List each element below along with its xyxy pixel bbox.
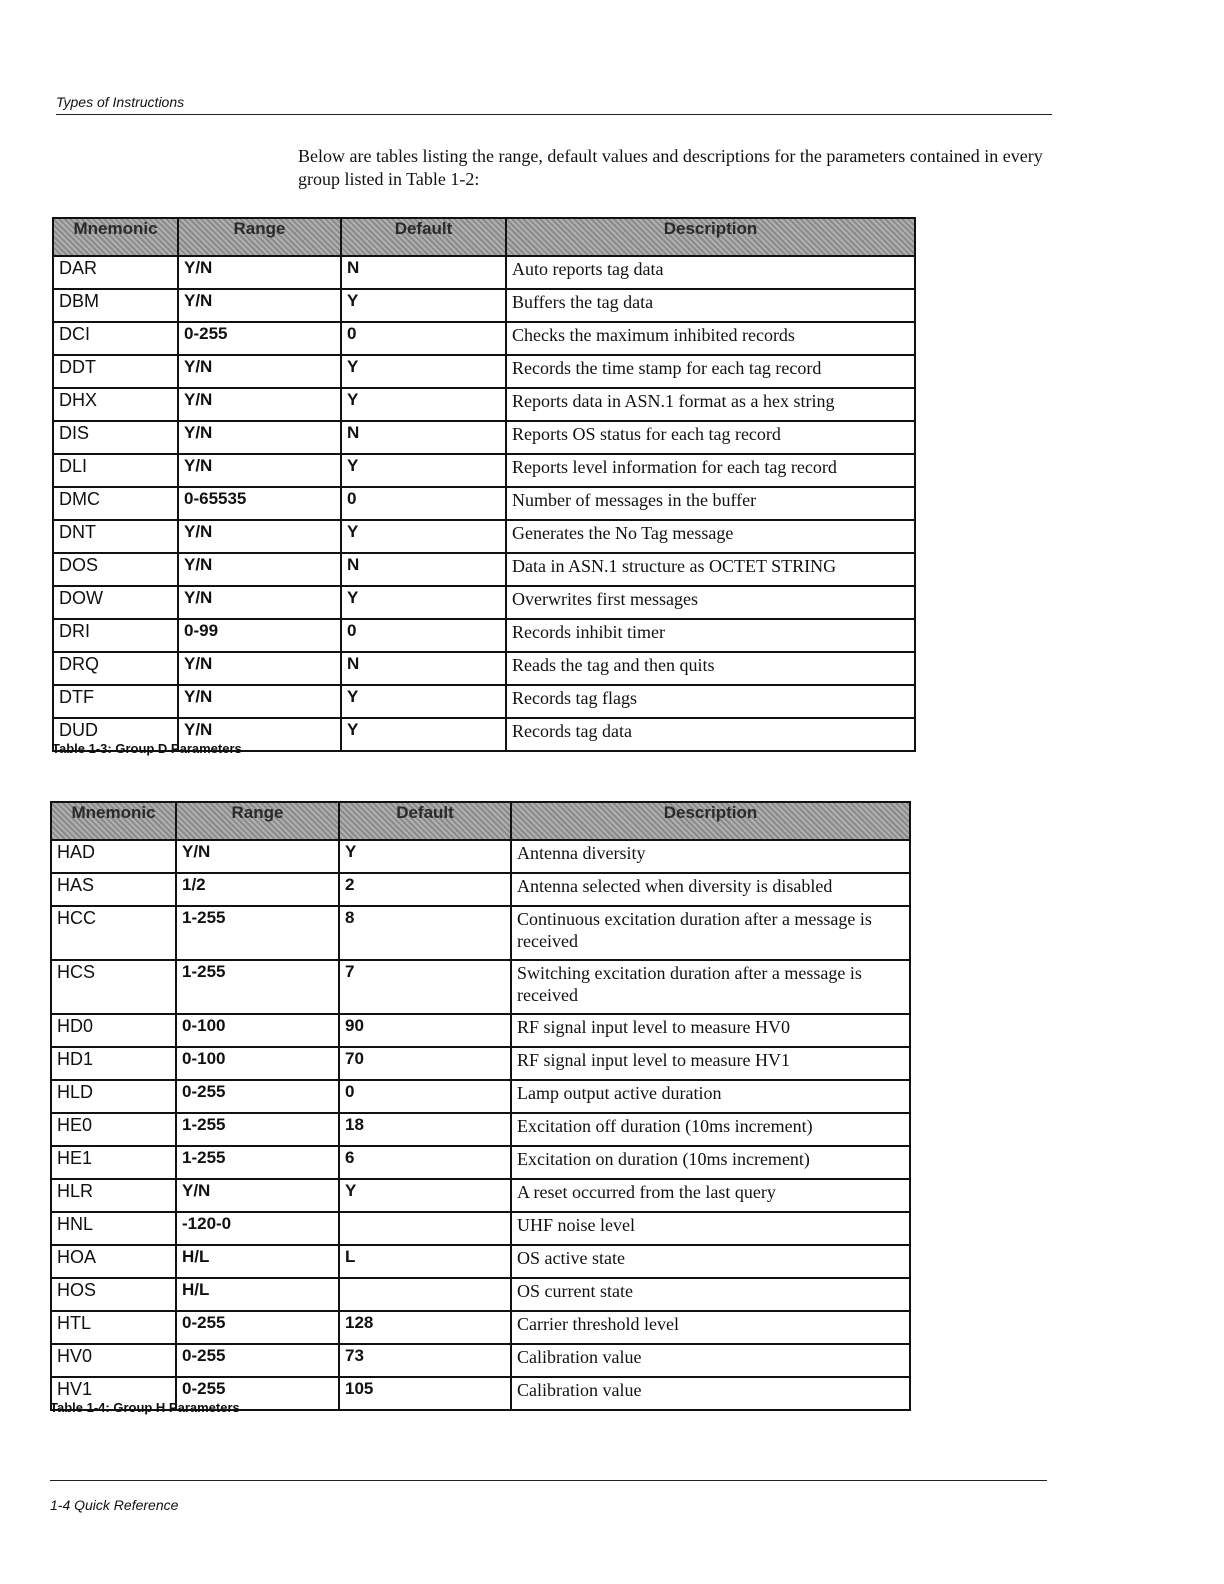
cell-default: 0 bbox=[339, 1080, 511, 1113]
column-header-mnemonic: Mnemonic bbox=[51, 802, 176, 840]
cell-default: 128 bbox=[339, 1311, 511, 1344]
cell-range: 1-255 bbox=[176, 1113, 339, 1146]
cell-range: 0-100 bbox=[176, 1047, 339, 1080]
cell-mnemonic: HD1 bbox=[51, 1047, 176, 1080]
table-row bbox=[53, 388, 915, 421]
table-row bbox=[51, 840, 910, 873]
cell-description: Checks the maximum inhibited records bbox=[506, 322, 915, 355]
cell-default: Y bbox=[341, 355, 506, 388]
cell-mnemonic: DOS bbox=[53, 553, 178, 586]
cell-description: RF signal input level to measure HV1 bbox=[511, 1047, 910, 1080]
table-row bbox=[51, 1344, 910, 1377]
table-row bbox=[53, 553, 915, 586]
cell-mnemonic: DOW bbox=[53, 586, 178, 619]
cell-description: Reports level information for each tag record bbox=[506, 454, 915, 487]
cell-description: Buffers the tag data bbox=[506, 289, 915, 322]
table-row bbox=[53, 520, 915, 553]
table-row bbox=[53, 685, 915, 718]
cell-description: Calibration value bbox=[511, 1377, 910, 1410]
cell-mnemonic: DLI bbox=[53, 454, 178, 487]
table-row bbox=[51, 873, 910, 906]
cell-range: Y/N bbox=[178, 388, 341, 421]
cell-description: Excitation off duration (10ms increment) bbox=[511, 1113, 910, 1146]
cell-range: 1/2 bbox=[176, 873, 339, 906]
table-row bbox=[53, 454, 915, 487]
cell-default bbox=[339, 1278, 511, 1311]
table-caption-group-d: Table 1-3: Group D Parameters bbox=[52, 741, 242, 756]
table-row bbox=[53, 289, 915, 322]
table-row bbox=[53, 322, 915, 355]
cell-default: Y bbox=[341, 718, 506, 751]
column-header-description: Description bbox=[506, 218, 915, 256]
cell-description: UHF noise level bbox=[511, 1212, 910, 1245]
cell-range: Y/N bbox=[178, 355, 341, 388]
cell-range: Y/N bbox=[176, 1179, 339, 1212]
cell-mnemonic: HV1 bbox=[51, 1377, 176, 1410]
column-header-description: Description bbox=[511, 802, 910, 840]
cell-mnemonic: HOA bbox=[51, 1245, 176, 1278]
cell-mnemonic: DDT bbox=[53, 355, 178, 388]
cell-description: Auto reports tag data bbox=[506, 256, 915, 289]
cell-range: Y/N bbox=[178, 685, 341, 718]
table-row bbox=[51, 1212, 910, 1245]
cell-description: OS current state bbox=[511, 1278, 910, 1311]
cell-range: Y/N bbox=[178, 718, 341, 751]
cell-description: OS active state bbox=[511, 1245, 910, 1278]
cell-description: Generates the No Tag message bbox=[506, 520, 915, 553]
cell-description: Records tag flags bbox=[506, 685, 915, 718]
table-row bbox=[51, 1047, 910, 1080]
cell-mnemonic: DHX bbox=[53, 388, 178, 421]
cell-default: Y bbox=[341, 685, 506, 718]
cell-mnemonic: HAS bbox=[51, 873, 176, 906]
cell-default: 73 bbox=[339, 1344, 511, 1377]
running-header bbox=[56, 94, 1052, 115]
cell-range: Y/N bbox=[178, 454, 341, 487]
table-header-row bbox=[51, 802, 910, 840]
table-row bbox=[53, 256, 915, 289]
column-header-default: Default bbox=[339, 802, 511, 840]
cell-mnemonic: HCS bbox=[51, 960, 176, 1014]
cell-description: RF signal input level to measure HV0 bbox=[511, 1014, 910, 1047]
cell-default bbox=[339, 1212, 511, 1245]
cell-range: Y/N bbox=[178, 256, 341, 289]
section-title: Types of Instructions bbox=[56, 94, 185, 110]
cell-range: 0-255 bbox=[176, 1344, 339, 1377]
cell-description: Lamp output active duration bbox=[511, 1080, 910, 1113]
table-row bbox=[51, 1146, 910, 1179]
cell-range: -120-0 bbox=[176, 1212, 339, 1245]
cell-description: Reports OS status for each tag record bbox=[506, 421, 915, 454]
cell-default: 90 bbox=[339, 1014, 511, 1047]
cell-range: Y/N bbox=[178, 520, 341, 553]
cell-mnemonic: DAR bbox=[53, 256, 178, 289]
table-row bbox=[53, 421, 915, 454]
cell-default: Y bbox=[339, 840, 511, 873]
table-row bbox=[51, 960, 910, 1014]
footer-rule bbox=[50, 1480, 1047, 1481]
cell-range: Y/N bbox=[176, 840, 339, 873]
group-d-table-body bbox=[53, 256, 915, 751]
table-row bbox=[53, 652, 915, 685]
cell-mnemonic: HCC bbox=[51, 906, 176, 960]
cell-default: 8 bbox=[339, 906, 511, 960]
cell-description: Switching excitation duration after a message is received bbox=[511, 960, 910, 1014]
cell-description: Continuous excitation duration after a message is received bbox=[511, 906, 910, 960]
cell-description: Reads the tag and then quits bbox=[506, 652, 915, 685]
column-header-default: Default bbox=[341, 218, 506, 256]
table-row bbox=[51, 1113, 910, 1146]
cell-mnemonic: DRI bbox=[53, 619, 178, 652]
cell-range: H/L bbox=[176, 1278, 339, 1311]
cell-default: Y bbox=[339, 1179, 511, 1212]
table-row bbox=[53, 355, 915, 388]
cell-mnemonic: HE1 bbox=[51, 1146, 176, 1179]
table-caption-group-h: Table 1-4: Group H Parameters bbox=[50, 1400, 240, 1415]
cell-mnemonic: HTL bbox=[51, 1311, 176, 1344]
cell-description: Carrier threshold level bbox=[511, 1311, 910, 1344]
group-h-table-body bbox=[51, 840, 910, 1410]
cell-mnemonic: HD0 bbox=[51, 1014, 176, 1047]
cell-default: N bbox=[341, 256, 506, 289]
column-header-range: Range bbox=[176, 802, 339, 840]
intro-paragraph: Below are tables listing the range, default values and descriptions for the parameters contained in every group listed in Table 1-2: bbox=[298, 146, 1043, 189]
cell-default: Y bbox=[341, 454, 506, 487]
cell-mnemonic: HLR bbox=[51, 1179, 176, 1212]
cell-range: 1-255 bbox=[176, 906, 339, 960]
cell-range: 0-99 bbox=[178, 619, 341, 652]
cell-description: Reports data in ASN.1 format as a hex string bbox=[506, 388, 915, 421]
cell-default: Y bbox=[341, 289, 506, 322]
cell-mnemonic: HAD bbox=[51, 840, 176, 873]
cell-mnemonic: DRQ bbox=[53, 652, 178, 685]
table-header-row bbox=[53, 218, 915, 256]
cell-default: N bbox=[341, 652, 506, 685]
cell-default: N bbox=[341, 553, 506, 586]
table-row bbox=[51, 1311, 910, 1344]
cell-range: 0-100 bbox=[176, 1014, 339, 1047]
cell-mnemonic: HNL bbox=[51, 1212, 176, 1245]
cell-mnemonic: HE0 bbox=[51, 1113, 176, 1146]
table-row bbox=[51, 1014, 910, 1047]
cell-default: Y bbox=[341, 586, 506, 619]
cell-mnemonic: HLD bbox=[51, 1080, 176, 1113]
cell-range: Y/N bbox=[178, 289, 341, 322]
cell-default: Y bbox=[341, 520, 506, 553]
cell-description: Antenna diversity bbox=[511, 840, 910, 873]
table-row bbox=[53, 487, 915, 520]
cell-description: Records inhibit timer bbox=[506, 619, 915, 652]
cell-range: Y/N bbox=[178, 652, 341, 685]
cell-mnemonic: DUD bbox=[53, 718, 178, 751]
table-row bbox=[53, 619, 915, 652]
column-header-range: Range bbox=[178, 218, 341, 256]
cell-default: N bbox=[341, 421, 506, 454]
column-header-mnemonic: Mnemonic bbox=[53, 218, 178, 256]
cell-mnemonic: DBM bbox=[53, 289, 178, 322]
table-row bbox=[51, 1080, 910, 1113]
cell-description: Number of messages in the buffer bbox=[506, 487, 915, 520]
cell-default: 2 bbox=[339, 873, 511, 906]
cell-range: 0-255 bbox=[178, 322, 341, 355]
cell-mnemonic: DCI bbox=[53, 322, 178, 355]
cell-description: Overwrites first messages bbox=[506, 586, 915, 619]
cell-default: 18 bbox=[339, 1113, 511, 1146]
cell-mnemonic: DNT bbox=[53, 520, 178, 553]
cell-range: 0-255 bbox=[176, 1377, 339, 1410]
cell-mnemonic: HOS bbox=[51, 1278, 176, 1311]
cell-default: 105 bbox=[339, 1377, 511, 1410]
cell-default: 0 bbox=[341, 487, 506, 520]
cell-default: L bbox=[339, 1245, 511, 1278]
table-row bbox=[53, 586, 915, 619]
table-row bbox=[51, 906, 910, 960]
cell-default: 6 bbox=[339, 1146, 511, 1179]
cell-default: 70 bbox=[339, 1047, 511, 1080]
cell-range: Y/N bbox=[178, 586, 341, 619]
cell-range: 1-255 bbox=[176, 960, 339, 1014]
cell-range: 1-255 bbox=[176, 1146, 339, 1179]
cell-default: 7 bbox=[339, 960, 511, 1014]
cell-range: 0-65535 bbox=[178, 487, 341, 520]
cell-description: A reset occurred from the last query bbox=[511, 1179, 910, 1212]
page-footer-label: 1-4 Quick Reference bbox=[50, 1497, 179, 1513]
cell-mnemonic: DMC bbox=[53, 487, 178, 520]
table-row bbox=[51, 1278, 910, 1311]
cell-description: Records tag data bbox=[506, 718, 915, 751]
cell-mnemonic: HV0 bbox=[51, 1344, 176, 1377]
table-row bbox=[51, 1179, 910, 1212]
cell-default: Y bbox=[341, 388, 506, 421]
table-row bbox=[51, 1245, 910, 1278]
cell-mnemonic: DIS bbox=[53, 421, 178, 454]
cell-default: 0 bbox=[341, 322, 506, 355]
cell-range: 0-255 bbox=[176, 1080, 339, 1113]
cell-description: Records the time stamp for each tag record bbox=[506, 355, 915, 388]
cell-description: Antenna selected when diversity is disabled bbox=[511, 873, 910, 906]
cell-range: 0-255 bbox=[176, 1311, 339, 1344]
cell-description: Data in ASN.1 structure as OCTET STRING bbox=[506, 553, 915, 586]
cell-range: Y/N bbox=[178, 421, 341, 454]
cell-range: H/L bbox=[176, 1245, 339, 1278]
cell-description: Excitation on duration (10ms increment) bbox=[511, 1146, 910, 1179]
group-d-parameters-table bbox=[52, 217, 916, 752]
group-h-parameters-table bbox=[50, 801, 911, 1411]
cell-default: 0 bbox=[341, 619, 506, 652]
cell-range: Y/N bbox=[178, 553, 341, 586]
cell-description: Calibration value bbox=[511, 1344, 910, 1377]
cell-mnemonic: DTF bbox=[53, 685, 178, 718]
